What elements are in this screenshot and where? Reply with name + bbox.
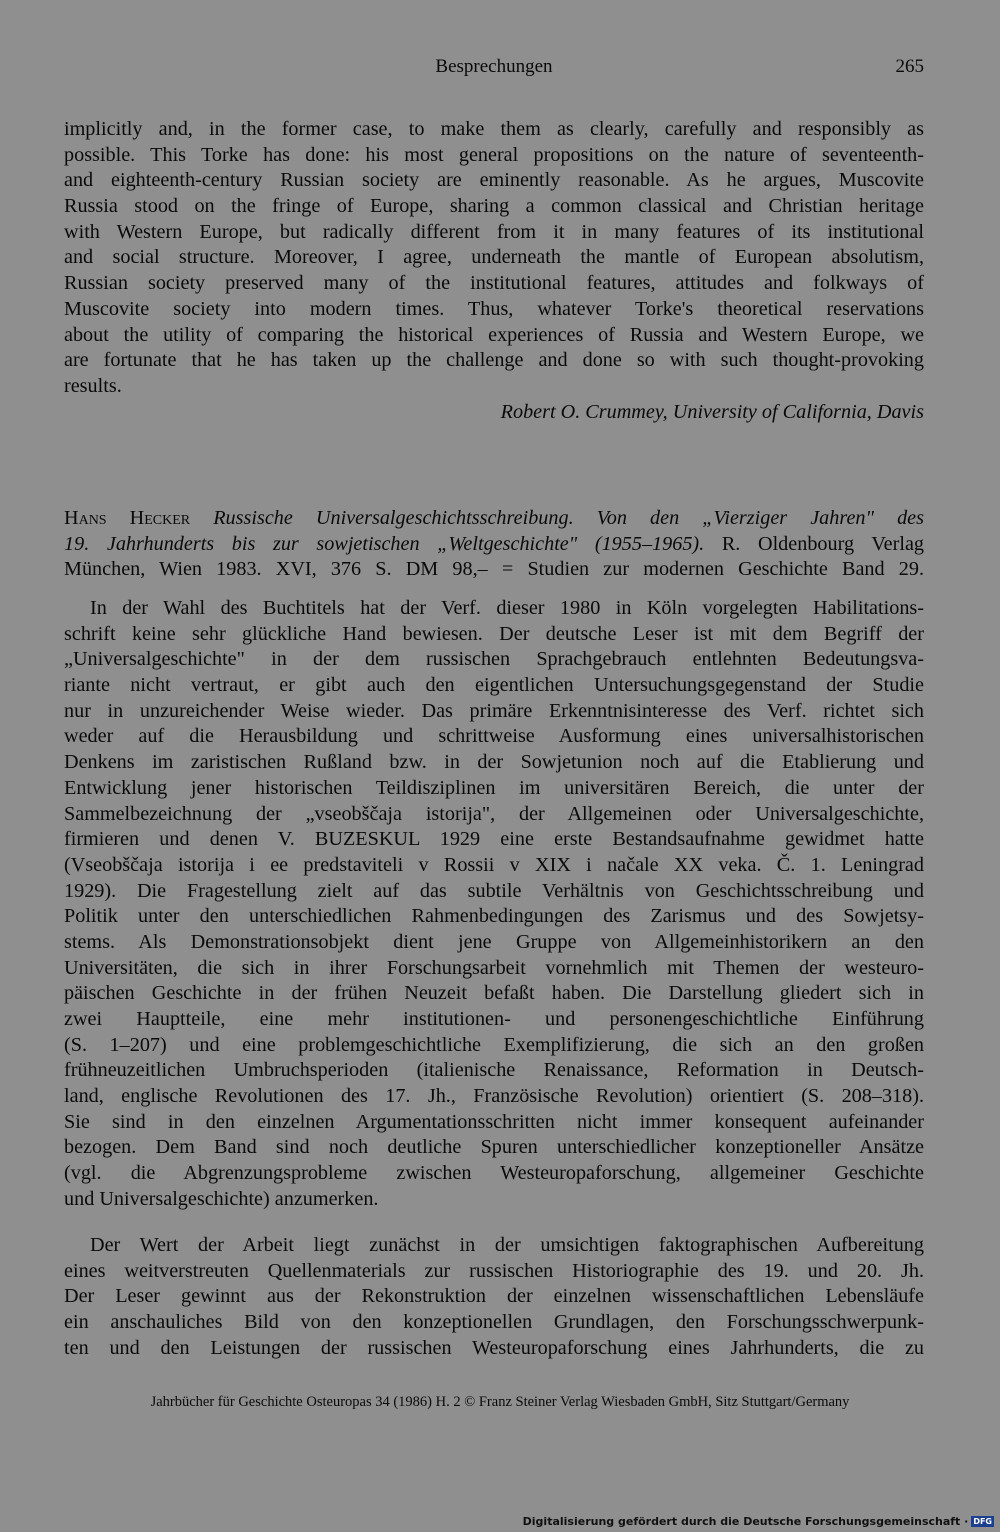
text-line: with Western Europe, but radically different from it in many features of its institutional [64,220,924,243]
text-line: Politik unter den unterschiedlichen Rahmenbedingungen des Zarismus und des Sowjetsy- [64,905,924,928]
text-line: nur in unzureichender Weise wieder. Das primäre Erkenntnisinteresse des Verf. richtet sich [64,699,924,722]
text-line: Universitäten, die sich in ihrer Forschungsarbeit vornehmlich mit Themen der westeuro- [64,956,924,979]
page-header [64,56,924,84]
citation-line [64,532,924,558]
text-line: riante nicht vertraut, er gibt auch den eigentlichen Untersuchungsgegenstand der Studie [64,674,924,697]
text-line: about the utility of comparing the historical experiences of Russia and Western Europe, we [64,323,924,346]
text-line: and social structure. Moreover, I agree, underneath the mantle of European absolutism, [64,246,924,269]
text-line: (Vseobščaja istorija i ee predstaviteli v Rossii v XIX i načale XX veka. Č. 1. Leningrad [64,853,924,876]
text-line: zwei Hauptteile, eine mehr institutionen- und personengeschichtliche Einführung [64,1008,924,1030]
text-line: ein anschauliches Bild von den konzeptionellen Grundlagen, den Forschungsschwerpunk- [64,1311,924,1334]
text-line: and eighteenth-century Russian society are eminently reasonable. As he argues, Muscovite [64,169,924,192]
text-line: (vgl. die Abgrenzungsprobleme zwischen Westeuropaforschung, allgemeiner Geschichte [64,1162,924,1185]
citation-line: München, Wien 1983. XVI, 376 S. DM 98,– = Studien zur modernen Geschichte Band 29. [64,558,924,581]
text-line: und Universalgeschichte) anzumerken. [64,1187,379,1210]
text-line: Russia stood on the fringe of Europe, sharing a common classical and Christian heritage [64,195,924,218]
text-line: päischen Geschichte in der frühen Neuzeit befaßt haben. Die Darstellung gliedert sich in [64,982,924,1005]
text-line: Russian society preserved many of the institutional features, attitudes and folkways of [64,272,924,295]
journal-footer: Jahrbücher für Geschichte Osteuropas 34 (1986) H. 2 © Franz Steiner Verlag Wiesbaden GmbH, Sitz Stuttgart/Germany [150,1394,850,1410]
text-line: Muscovite society into modern times. Thus, whatever Torke's theoretical reservations [64,297,924,320]
text-line: weder auf die Herausbildung und schrittweise Ausformung eines universalhistorischen [64,725,924,748]
text-line: Denkens im zaristischen Rußland bzw. in der Sowjetunion noch auf die Etablierung und [64,751,924,774]
running-head: Besprechungen [435,56,553,77]
citation-line [64,506,924,532]
review-2-paragraph-2 [64,1233,924,1361]
dfg-credit [523,1515,994,1528]
text-line: Sie sind in den einzelnen Argumentationsschritten nicht immer konsequent aufeinander [64,1110,924,1133]
text-line: frühneuzeitlichen Umbruchsperioden (italienische Renaissance, Reformation in Deutsch- [64,1059,924,1082]
text-line: schrift keine sehr glückliche Hand bewiesen. Der deutsche Leser ist mit dem Begriff der [64,622,924,645]
text-line: results. [64,374,122,397]
book-title-cont: 19. Jahrhunderts bis zur sowjetischen „Weltgeschichte" (1955–1965). [64,532,705,555]
dfg-note: Digitalisierung gefördert durch die Deutsche Forschungsgemeinschaft · [522,1515,969,1528]
page-number: 265 [895,56,924,77]
text-line: stems. Als Demonstrationsobjekt dient jene Gruppe von Allgemeinhistorikern an den [64,930,924,953]
text-line: eines weitverstreuten Quellenmaterials zur russischen Historiographie des 19. und 20. Jh. [64,1259,924,1282]
review-1-text [64,117,924,425]
text-line: In der Wahl des Buchtitels hat der Verf. dieser 1980 in Köln vorgelegten Habilitations- [90,597,924,619]
text-line: Der Wert der Arbeit liegt zunächst in der umsichtigen faktographischen Aufbereitung [90,1234,924,1256]
review-2-citation [64,506,924,583]
text-line: land, englische Revolutionen des 17. Jh., Französische Revolution) orientiert (S. 208–318). [64,1085,924,1108]
text-line: Entwicklung jener historischen Teildisziplinen im universitären Bereich, die unter der [64,776,924,799]
text-line: firmieren und denen V. BUZESKUL 1929 eine erste Bestandsaufnahme gewidmet hatte [64,828,924,851]
text-line: possible. This Torke has done: his most general propositions on the nature of seventeenth- [64,143,924,166]
text-line: are fortunate that he has taken up the challenge and done so with such thought-provoking [64,349,924,372]
reviewer-signature: Robert O. Crummey, University of California, Davis [500,400,924,423]
book-author: Hans Hecker [64,507,191,529]
dfg-logo: DFG [973,1517,992,1526]
text-line: implicitly and, in the former case, to make them as clearly, carefully and responsibly as [64,118,924,140]
text-line: „Universalgeschichte" in der dem russischen Sprachgebrauch entlehnten Bedeutungsva- [64,648,924,671]
text-line: (S. 1–207) und eine problemgeschichtliche Exemplifizierung, die sich an den großen [64,1033,924,1056]
text-line: 1929). Die Fragestellung zielt auf das subtile Verhältnis von Geschichtsschreibung und [64,879,924,902]
text-line: Sammelbezeichnung der „vseobščaja istorija", der Allgemeinen oder Universalgeschichte, [64,802,924,825]
book-title: Russische Universalgeschichtsschreibung. Von den „Vierziger Jahren" des [213,507,924,529]
text-line: bezogen. Dem Band sind noch deutliche Spuren unterschiedlicher konzeptioneller Ansätze [64,1136,924,1159]
text-line: ten und den Leistungen der russischen Westeuropaforschung eines Jahrhunderts, die zu [64,1336,924,1359]
review-2-paragraph-1 [64,596,924,1213]
text-line: Der Leser gewinnt aus der Rekonstruktion der einzelnen wissenschaftlichen Lebensläufe [64,1285,924,1308]
book-publisher: R. Oldenbourg Verlag [704,532,925,555]
